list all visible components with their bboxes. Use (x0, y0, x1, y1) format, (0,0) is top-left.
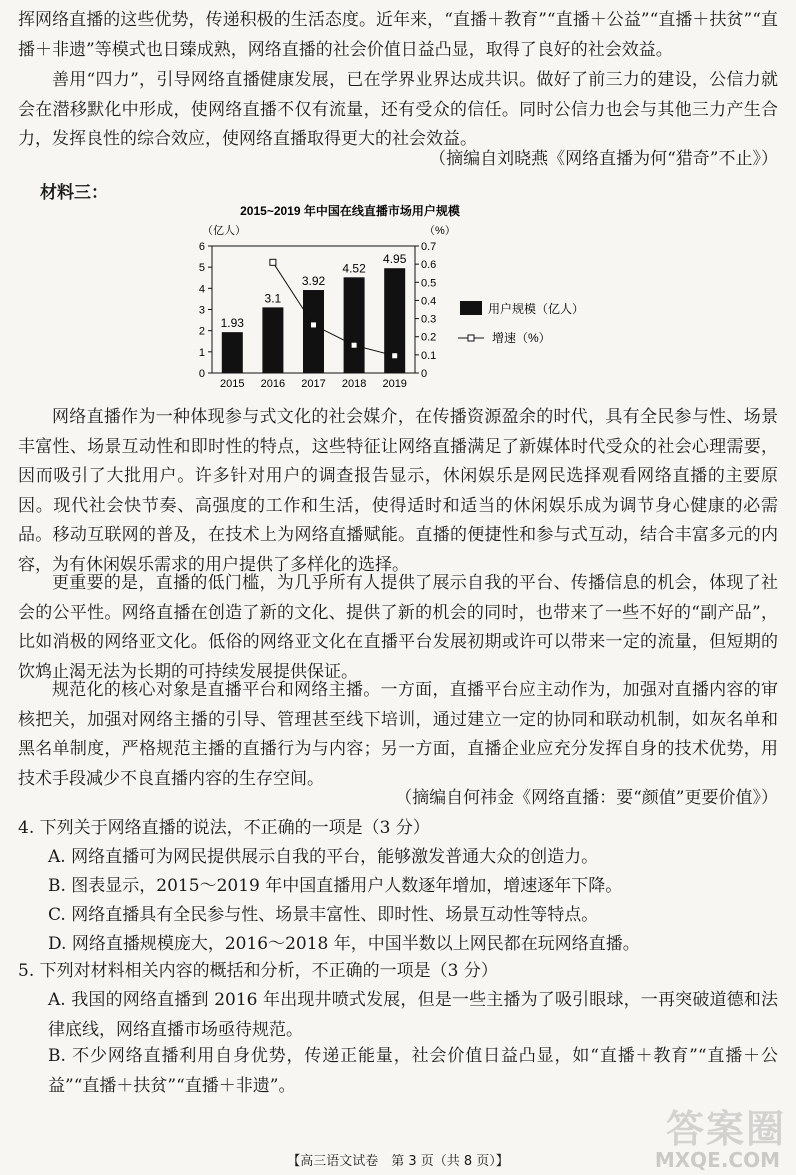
growth-line (273, 262, 395, 355)
growth-point (351, 342, 357, 348)
legend-bar-swatch (460, 301, 482, 315)
question-4-option-c: C. 网络直播具有全民参与性、场景丰富性、即时性、场景互动性等特点。 (48, 905, 599, 925)
y-right-tick-label: 0.5 (421, 277, 437, 290)
y-right-tick-label: 0.3 (421, 313, 437, 326)
watermark-url: MXQE.COM (654, 1148, 780, 1172)
y-left-tick-label: 6 (198, 241, 205, 253)
x-tick-label: 2015 (220, 378, 245, 390)
growth-point (270, 259, 276, 265)
y-left-tick-label: 3 (198, 304, 205, 317)
legend-bar-label: 用户规模（亿人） (488, 302, 585, 316)
x-tick-label: 2019 (382, 378, 407, 390)
bar (303, 290, 324, 373)
y-left-tick-label: 4 (198, 283, 205, 296)
x-tick-label: 2018 (341, 378, 367, 390)
y-right-tick-label: 0.7 (421, 241, 437, 253)
bar-data-label: 1.93 (220, 316, 244, 331)
watermark-logo: 答案圈 (665, 1107, 786, 1151)
bar-data-label: 4.95 (383, 252, 407, 267)
y-right-tick-label: 0 (421, 368, 428, 380)
x-tick-label: 2017 (301, 378, 326, 390)
y-right-label: （%） (424, 225, 456, 237)
citation-he: （摘编自何祎金《网络直播：要“颜值”更要价值》） (395, 788, 778, 808)
user-scale-chart (192, 198, 592, 393)
question-4-option-a: A. 网络直播可为网民提供展示自我的平台，能够激发普通大众的创造力。 (48, 847, 599, 867)
chart-title: 2015~2019 年中国在线直播市场用户规模 (240, 204, 460, 218)
question-5-option-a: A. 我国的网络直播到 2016 年出现井喷式发展，但是一些主播为了吸引眼球，一再突破道德和法律底线，网络直播市场亟待规范。 (48, 990, 778, 1040)
paragraph-four-powers: 善用“四力”，引导网络直播健康发展，已在学界业界达成共识。做好了前三力的建设，公信力就会在潜移默化中形成，使网络直播不仅有流量，还有受众的信任。同时公信力也会与其他三力产生合力，发挥良性的综合效应，使网络直播取得更大的社会效益。 (18, 70, 778, 149)
bar-data-label: 3.1 (264, 291, 282, 306)
question-4-option-b: B. 图表显示，2015～2019 年中国直播用户人数逐年增加，增速逐年下降。 (48, 876, 623, 896)
x-tick-label: 2016 (260, 378, 286, 390)
legend-line-marker (468, 335, 474, 341)
bar (344, 277, 365, 373)
paragraph-participatory-culture: 网络直播作为一种体现参与式文化的社会媒介，在传播资源盈余的时代，具有全民参与性、场景丰富性、场景互动性和即时性的特点，这些特征让网络直播满足了新媒体时代受众的社会心理需要，因而吸引了大批用户。许多针对用户的调查报告显示，休闲娱乐是网民选择观看网络直播的主要原因。现代社会快节奏、高强度的工作和生活，使得适时和适当的休闲娱乐成为调节身心健康的必需品。移动互联网的普及，在技术上为网络直播赋能。直播的便捷性和参与式互动，结合丰富多元的内容，为有休闲娱乐需求的用户提供了多样化的选择。 (18, 407, 778, 575)
question-4-stem: 4. 下列关于网络直播的说法，不正确的一项是（3 分） (18, 818, 430, 838)
y-left-tick-label: 1 (198, 346, 205, 359)
y-right-tick-label: 0.1 (421, 349, 437, 362)
growth-point (311, 322, 317, 328)
citation-liu: （摘编自刘晓燕《网络直播为何“猎奇”不止》） (429, 149, 778, 169)
plot-area (199, 241, 436, 390)
page-footer: 【高三语文试卷 第 3 页（共 8 页）】 (287, 1154, 509, 1169)
y-right-tick-label: 0.4 (421, 295, 437, 308)
chart-legend (458, 301, 584, 345)
y-left-tick-label: 2 (198, 325, 205, 338)
y-right-tick-label: 0.2 (421, 331, 437, 344)
bar (262, 307, 283, 373)
question-5-stem: 5. 下列对材料相关内容的概括和分析，不正确的一项是（3 分） (18, 961, 498, 981)
y-left-label: （亿人） (202, 225, 246, 237)
legend-line-label: 增速（%） (492, 331, 551, 345)
paragraph-regulation: 规范化的核心对象是直播平台和网络主播。一方面，直播平台应主动作为，加强对直播内容的审核把关，加强对网络主播的引导、管理甚至线下培训，通过建立一定的协同和联动机制，如灰名单和黑名单制度，严格规范主播的直播行为与内容；另一方面，直播企业应充分发挥自身的技术优势，用技术手段减少不良直播内容的生存空间。 (18, 680, 778, 789)
paragraph-low-threshold: 更重要的是，直播的低门槛，为几乎所有人提供了展示自我的平台、传播信息的机会，体现了社会的公平性。网络直播在创造了新的文化、提供了新的机会的同时，也带来了一些不好的“副产品”，比如消极的网络亚文化。低俗的网络亚文化在直播平台发展初期或许可以带来一定的流量，但短期的饮鸩止渴无法为长期的可持续发展提供保证。 (18, 573, 778, 682)
bar-data-label: 3.92 (301, 274, 326, 289)
y-left-tick-label: 5 (198, 262, 205, 275)
material-three-heading: 材料三： (40, 183, 108, 203)
y-right-tick-label: 0.6 (421, 259, 437, 272)
paragraph-continuation: 挥网络直播的这些优势，传递积极的生活态度。近年来，“直播＋教育”“直播＋公益”“直播＋扶贫”“直播＋非遗”等模式也日臻成熟，网络直播的社会价值日益凸显，取得了良好的社会效益。 (18, 10, 778, 60)
question-4-option-d: D. 网络直播规模庞大，2016～2018 年，中国半数以上网民都在玩网络直播。 (48, 934, 640, 954)
bar (222, 332, 243, 373)
y-left-tick-label: 0 (198, 368, 205, 380)
question-5-option-b: B. 不少网络直播利用自身优势，传递正能量，社会价值日益凸显，如“直播＋教育”“直播＋公益”“直播＋扶贫”“直播＋非遗”。 (48, 1046, 778, 1096)
growth-point (392, 353, 398, 359)
bar-data-label: 4.52 (342, 261, 366, 276)
